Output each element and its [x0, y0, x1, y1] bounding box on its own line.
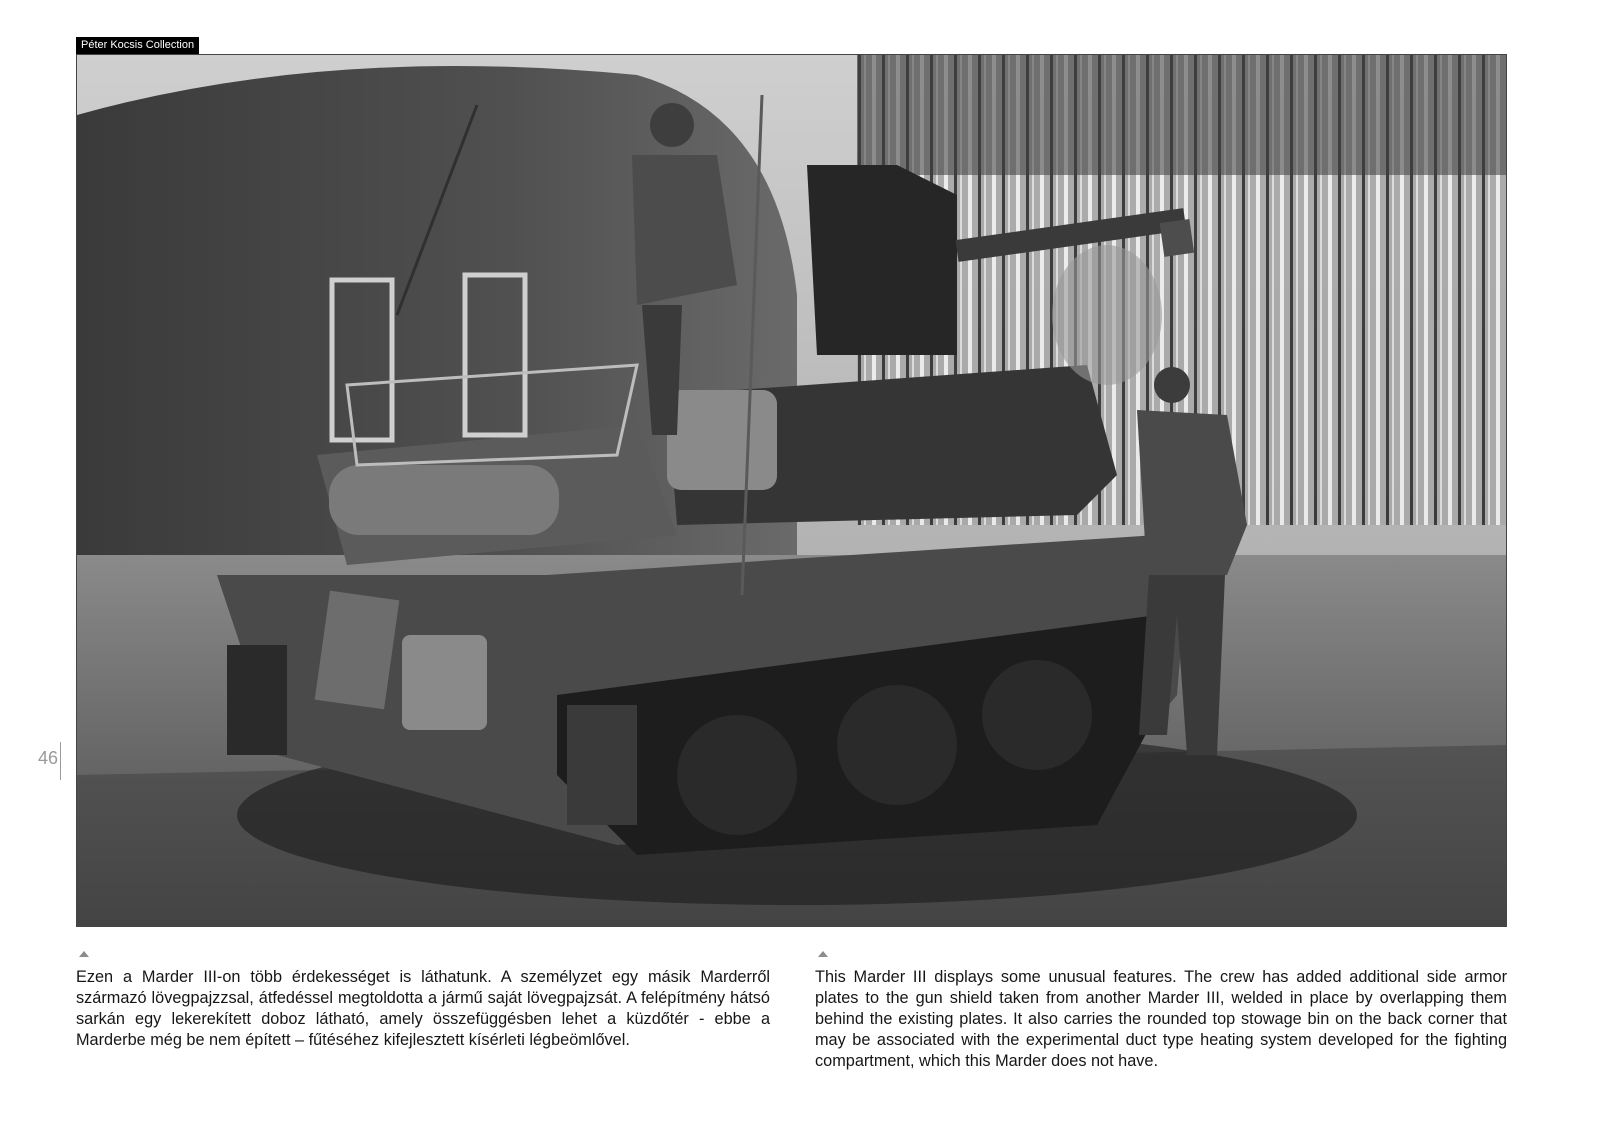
caption-marker-icon — [79, 951, 89, 957]
marder-photo — [76, 54, 1507, 927]
photo-credit: Péter Kocsis Collection — [76, 37, 199, 54]
caption-hungarian-text: Ezen a Marder III-on több érdekességet is láthatunk. A személyzet egy másik Marderről származó lövegpajzzsal, átfedéssel megtoldotta a jármű saját lövegpajzsát. A felépítmény hátsó sarkán egy lekerekített doboz látható, amely összefüggésben lehet a küzdőtér - ebbe a Marderbe még be nem épített – fűtéséhez kifejlesztett kísérleti légbeömlővel. — [76, 968, 770, 1049]
page-number: 46 — [37, 748, 58, 768]
caption-english-text: This Marder III displays some unusual features. The crew has added additional side armor plates to the gun shield taken from another Marder III, welded in place by overlapping them behind the existing plates. It also carries the rounded top stowage bin on the back corner that may be associated with the experimental duct type heating system developed for the fighting compartment, which this Marder does not have. — [815, 968, 1507, 1070]
photo-image — [77, 55, 1507, 927]
page-number-rule — [60, 742, 61, 780]
caption-marker-icon — [818, 951, 828, 957]
